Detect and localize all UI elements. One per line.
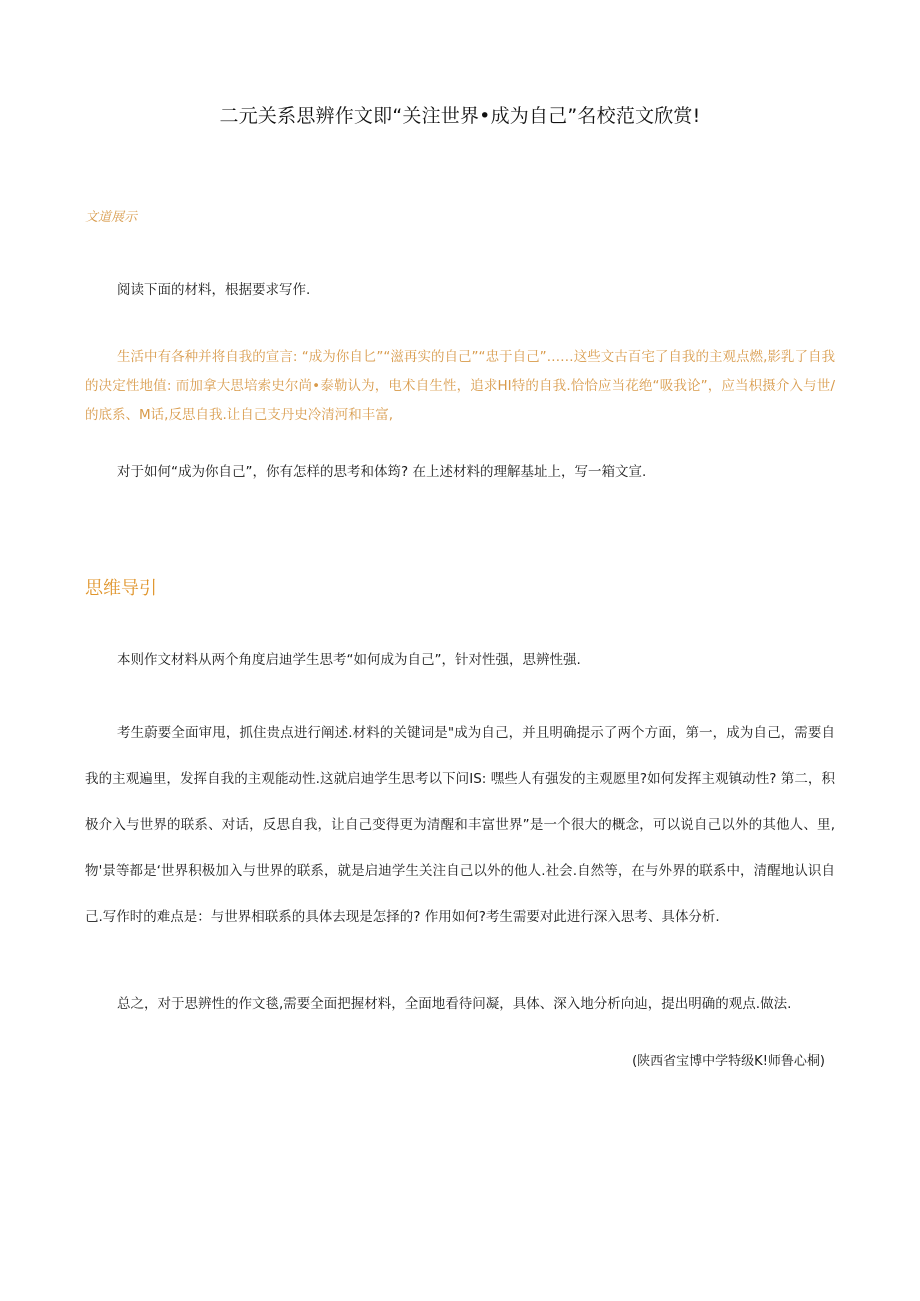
guide-paragraph-2: 考生蔚要全面审甩，抓住贵点进行阐述.材料的关键词是"成为自己，并且明确提示了两个方面，第一，成为自己，需要自我的主观遍里，发挥自我的主观能动性.这就启迪学生思考以下问IS: 嘿些人有强发的主观愿里?如何发挥主观镇动性? 第二，积极介入与世界的联系、对话，反思自我，让自己变得更为清醒和丰富世界”是一个很大的概念，可以说自己以外的其他人、里,物'景等都是‘世界积极加入与世界的联系，就是启迪学生关注自己以外的他人.社会.自然等，在与外界的联系中，清醒地认识自己.写作时的难点是：与世界相联系的具体去现是怎择的? 作用如何?考生需要对此进行深入思考、具体分析. — [85, 725, 835, 925]
material-text: 生活中有各种并将自我的宣言: “成为你自匕”“滋再实的自己”“忠于自己”……这些文古百宅了自我的主观点燃,影乳了自我的决定性地值: 而加拿大思培索史尔尚•泰勒认为，电术自生性，追求HI特的自我.恰恰应当花绝“吸我论”，应当枳摄介入与世/的底系、M话,反思自我.让自己支丹史冷清河和丰富, — [85, 349, 835, 423]
guide-paragraph-1: 本则作文材料从两个角度启迪学生思考“如何成为自己”，针对性强，思辨性强. — [117, 652, 581, 668]
instruction-text: 阅读下面的材料，根据要求写作. — [117, 282, 311, 298]
prompt-text: 对于如何“成为你自己”，你有怎样的思考和体筠? 在上述材料的理解基址上，写一箱文宣. — [117, 464, 647, 480]
section-heading: 思维导引 — [85, 578, 157, 599]
author-signature: (陕西省宝博中学特级K!师鲁心桐) — [632, 1054, 825, 1069]
document-title: 二元关系思辨作文即“关注世界•成为自己”名校范文欣赏! — [219, 105, 701, 127]
section-label: 文道展示 — [85, 210, 138, 225]
guide-paragraph-3: 总之，对于思辨性的作文毯,需要全面把握材料，全面地看待问凝，具体、深入地分析向辿，提出明确的观点.做法. — [117, 996, 792, 1012]
